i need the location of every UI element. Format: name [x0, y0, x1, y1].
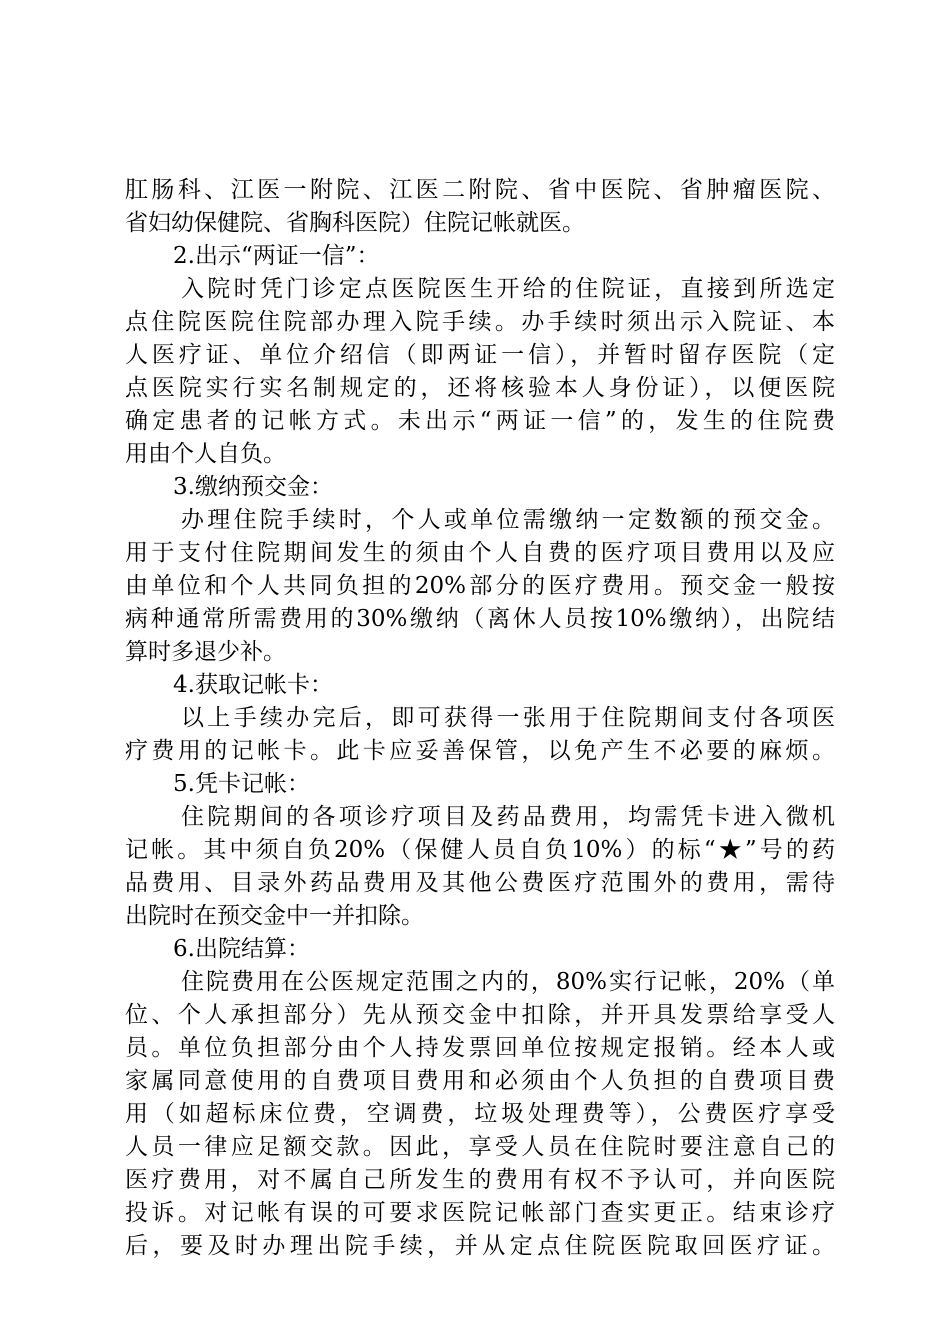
text-line: 位、个人承担部分）先从预交金中扣除，并开具发票给享受人	[125, 1002, 835, 1028]
section-heading: 6.出院结算：	[173, 936, 310, 962]
text-line: 病种通常所需费用的30%缴纳（离休人员按10%缴纳），出院结	[125, 606, 835, 632]
text-line: 由单位和个人共同负担的20%部分的医疗费用。预交金一般按	[125, 573, 835, 599]
text-line: 后，要及时办理出院手续，并从定点住院医院取回医疗证。	[125, 1233, 835, 1259]
text-line: 点医院实行实名制规定的，还将核验本人身份证），以便医院	[125, 375, 835, 401]
document-body	[125, 174, 835, 1263]
text-line: 人医疗证、单位介绍信（即两证一信），并暂时留存医院（定	[125, 342, 835, 368]
text-line: 投诉。对记帐有误的可要求医院记帐部门查实更正。结束诊疗	[125, 1200, 835, 1226]
section-heading: 5.凭卡记帐：	[173, 771, 310, 797]
paragraph-first-line: 办理住院手续时，个人或单位需缴纳一定数额的预交金。	[181, 507, 835, 533]
paragraph-first-line: 以上手续办完后，即可获得一张用于住院期间支付各项医	[181, 705, 835, 731]
text-line: 用（如超标床位费，空调费，垃圾处理费等），公费医疗享受	[125, 1101, 835, 1127]
text-line: 疗费用的记帐卡。此卡应妥善保管，以免产生不必要的麻烦。	[125, 738, 835, 764]
text-line: 用于支付住院期间发生的须由个人自费的医疗项目费用以及应	[125, 540, 835, 566]
paragraph-first-line: 入院时凭门诊定点医院医生开给的住院证，直接到所选定	[181, 276, 835, 302]
text-line: 人员一律应足额交款。因此，享受人员在住院时要注意自己的	[125, 1134, 835, 1160]
text-line: 出院时在预交金中一并扣除。	[125, 903, 424, 929]
section-heading: 3.缴纳预交金：	[173, 474, 333, 500]
text-line: 省妇幼保健院、省胸科医院）住院记帐就医。	[125, 210, 585, 236]
text-line: 点住院医院住院部办理入院手续。办手续时须出示入院证、本	[125, 309, 835, 335]
section-heading: 4.获取记帐卡：	[173, 672, 333, 698]
paragraph-first-line: 住院费用在公医规定范围之内的，80%实行记帐，20%（单	[181, 969, 835, 995]
text-line: 确定患者的记帐方式。未出示“两证一信”的，发生的住院费	[125, 408, 835, 434]
text-line: 记帐。其中须自负20%（保健人员自负10%）的标“★”号的药	[125, 837, 835, 863]
paragraph-first-line: 住院期间的各项诊疗项目及药品费用，均需凭卡进入微机	[181, 804, 835, 830]
text-line: 员。单位负担部分由个人持发票回单位按规定报销。经本人或	[125, 1035, 835, 1061]
text-line: 肛肠科、江医一附院、江医二附院、省中医院、省肿瘤医院、	[125, 177, 835, 203]
text-line: 医疗费用，对不属自己所发生的费用有权不予认可，并向医院	[125, 1167, 835, 1193]
text-line: 算时多退少补。	[125, 639, 286, 665]
text-line: 用由个人自负。	[125, 441, 286, 467]
text-line: 品费用、目录外药品费用及其他公费医疗范围外的费用，需待	[125, 870, 835, 896]
section-heading: 2.出示“两证一信”：	[173, 243, 380, 269]
text-line: 家属同意使用的自费项目费用和必须由个人负担的自费项目费	[125, 1068, 835, 1094]
